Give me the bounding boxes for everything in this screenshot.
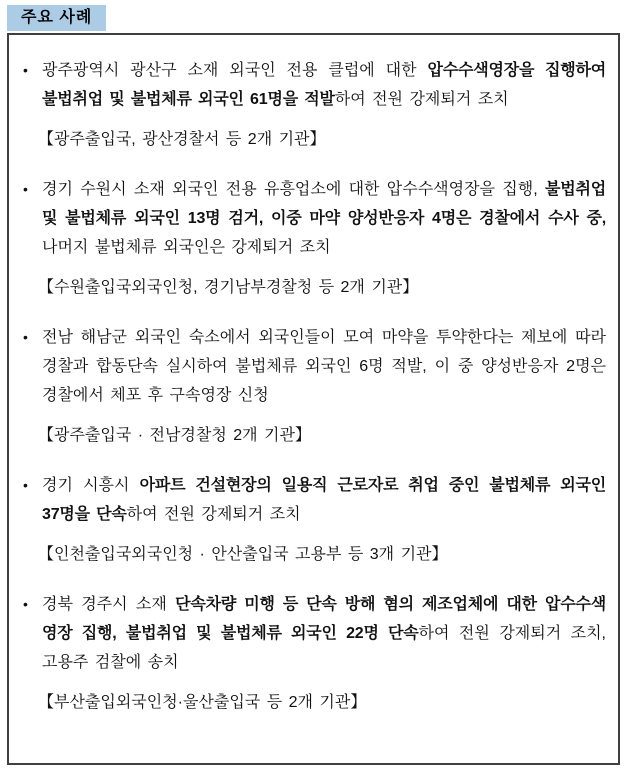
case-item [21, 175, 606, 302]
case-text [42, 471, 606, 529]
case-text [42, 323, 606, 410]
agency-line: 【광주출입국 · 전남경찰청 2개 기관】 [38, 427, 311, 444]
bullet-icon: • [23, 181, 28, 197]
agency-line: 【인천출입국외국인청 · 안산출입국 고용부 등 3개 기관】 [38, 546, 448, 563]
agency-line: 【수원출입국외국인청, 경기남부경찰청 등 2개 기관】 [38, 279, 419, 296]
cases-box [7, 33, 620, 765]
case-paragraph [21, 175, 606, 262]
bullet-icon: • [23, 477, 28, 493]
emphasis-text: 단속차량 미행 등 단속 방해 혐의 제조업체에 대한 압수수색 영장 집행, 불법취업 및 불법체류 외국인 22명 단속 [42, 596, 607, 642]
plain-text: 나머지 불법체류 외국인은 강제퇴거 조치 [42, 239, 331, 256]
case-item [21, 471, 606, 569]
bullet-icon: • [23, 596, 28, 612]
agency-line: 【부산출입외국인청·울산출입국 등 2개 기관】 [38, 694, 367, 711]
plain-text: 경기 시흥시 [42, 477, 140, 494]
plain-text: 하여 전원 강제퇴거 조치 [334, 91, 509, 108]
plain-text: 경기 수원시 소재 외국인 전용 유흥업소에 대한 압수수색영장을 집행, [42, 181, 545, 198]
bullet-icon: • [23, 62, 28, 78]
plain-text: 하여 전원 강제퇴거 조치, 고용주 검찰에 송치 [42, 625, 606, 671]
case-text [42, 175, 606, 262]
cases-list [21, 56, 606, 717]
emphasis-text: 불법취업 및 불법체류 외국인 13명 검거, 이중 마약 양성반응자 4명은 경찰에서 수사 중, [42, 181, 606, 227]
section-header: 주요 사례 [7, 5, 106, 31]
emphasis-text: 아파트 건설현장의 일용직 근로자로 취업 중인 불법체류 외국인 37명을 단속 [42, 477, 607, 523]
plain-text: 경북 경주시 소재 [42, 596, 176, 613]
plain-text: 광주광역시 광산구 소재 외국인 전용 클럽에 대한 [42, 62, 428, 79]
case-text [42, 56, 606, 114]
agency-line: 【광주출입국, 광산경찰서 등 2개 기관】 [38, 131, 326, 148]
case-text [42, 590, 606, 677]
case-paragraph [21, 323, 606, 410]
plain-text: 전남 해남군 외국인 숙소에서 외국인들이 모여 마약을 투약한다는 제보에 따라 경찰과 합동단속 실시하여 불법체류 외국인 6명 적발, 이 중 양성반응자 2명은 경찰에서 체포 후 구속영장 신청 [42, 329, 606, 404]
plain-text: 하여 전원 강제퇴거 조치 [126, 506, 301, 523]
case-item [21, 590, 606, 717]
case-paragraph [21, 471, 606, 529]
case-paragraph [21, 56, 606, 114]
emphasis-text: 압수수색영장을 집행하여 불법취업 및 불법체류 외국인 61명을 적발 [42, 62, 606, 108]
case-paragraph [21, 590, 606, 677]
bullet-icon: • [23, 329, 28, 345]
case-item [21, 323, 606, 450]
case-item [21, 56, 606, 154]
